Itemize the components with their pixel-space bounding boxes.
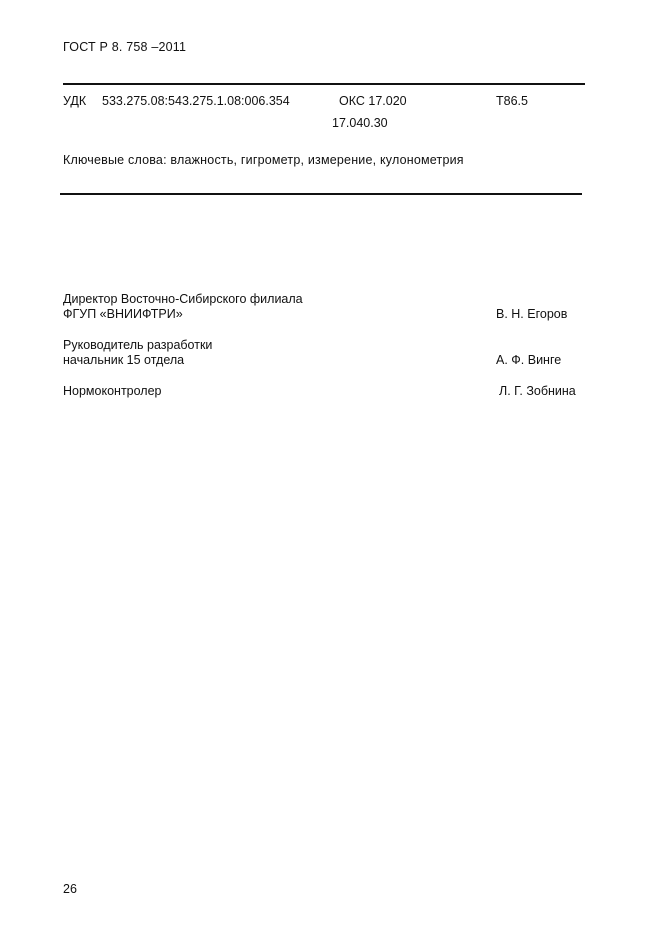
oks-code: ОКС 17.020 bbox=[339, 94, 407, 108]
standard-code: ГОСТ Р 8. 758 –2011 bbox=[63, 40, 187, 54]
signer-title-line2: ФГУП «ВНИИФТРИ» bbox=[63, 307, 183, 321]
signer-name: В. Н. Егоров bbox=[496, 307, 568, 321]
group-code: Т86.5 bbox=[496, 94, 528, 108]
page-number: 26 bbox=[63, 882, 77, 896]
keywords: Ключевые слова: влажность, гигрометр, измерение, кулонометрия bbox=[63, 153, 464, 167]
udc-label: УДК bbox=[63, 94, 87, 108]
top-divider bbox=[63, 83, 585, 85]
signer-name: Л. Г. Зобнина bbox=[499, 384, 576, 398]
signer-name: А. Ф. Винге bbox=[496, 353, 562, 367]
oks-code-secondary: 17.040.30 bbox=[332, 116, 388, 130]
signer-title-line1: Директор Восточно-Сибирского филиала bbox=[63, 292, 303, 306]
signer-title-line1: Нормоконтролер bbox=[63, 384, 162, 398]
signer-title-line1: Руководитель разработки bbox=[63, 338, 213, 352]
signer-title-line2: начальник 15 отдела bbox=[63, 353, 185, 367]
bottom-divider bbox=[60, 193, 582, 195]
udc-value: 533.275.08:543.275.1.08:006.354 bbox=[102, 94, 290, 108]
